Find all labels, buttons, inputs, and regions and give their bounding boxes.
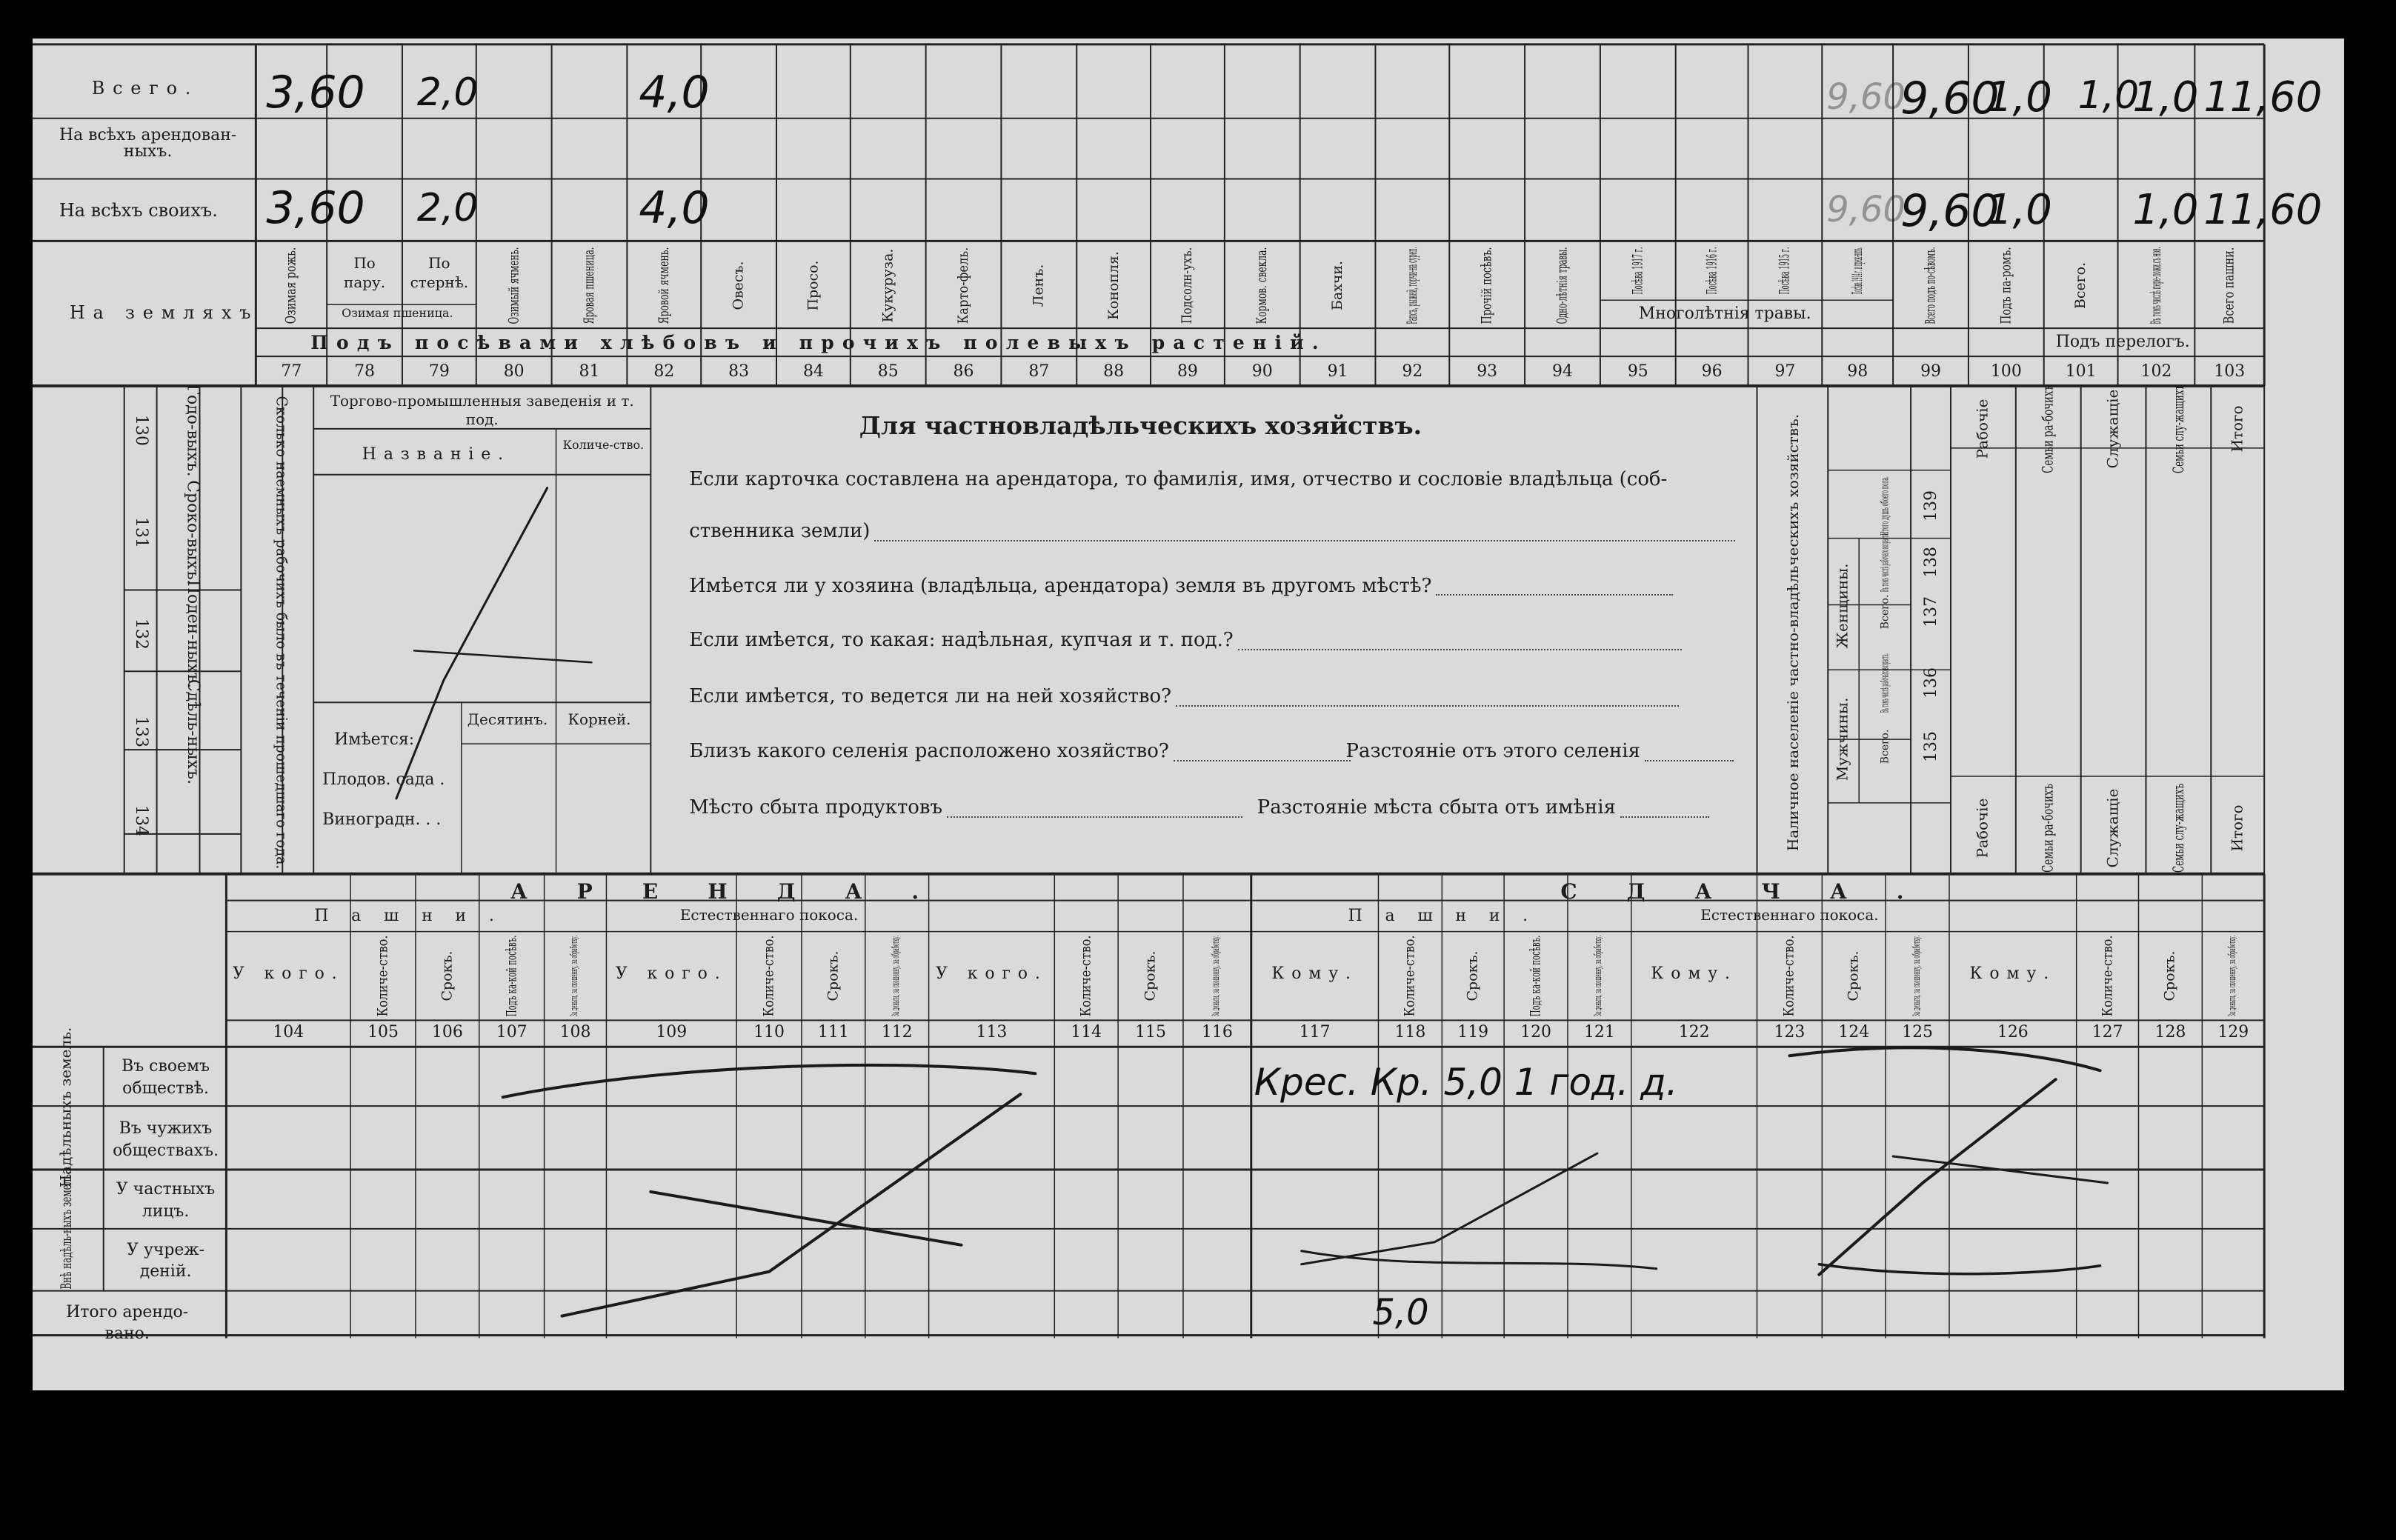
column-header-115: Срокъ. bbox=[1142, 950, 1159, 1001]
arenda-title: АРЕНДА. bbox=[510, 879, 969, 904]
column-header-81: Яровая пшеница. bbox=[581, 247, 598, 324]
strike-mark-sdacha bbox=[1819, 1079, 2055, 1274]
column-number-89: 89 bbox=[1177, 362, 1198, 381]
handwritten-vsego-c100: 1,0 bbox=[1986, 73, 2052, 121]
column-number-125: 125 bbox=[1902, 1023, 1933, 1042]
column-number-87: 87 bbox=[1028, 362, 1050, 381]
column-number-95: 95 bbox=[1627, 362, 1648, 381]
staff-column-header-4: Итого bbox=[2228, 405, 2246, 453]
trade-qty-header: Количе-ство. bbox=[562, 437, 645, 452]
column-header-125: За деньги, за скошенну, за обработку. bbox=[1911, 935, 1923, 1017]
population-column-header-139: Итого душъ обоего пола. bbox=[1878, 476, 1891, 536]
column-number-124: 124 bbox=[1838, 1023, 1870, 1042]
subgroup-mnogoletnie: Многолѣтнiя травы. bbox=[1638, 304, 1811, 324]
staff-column-footer-3: Семьи слу-жащихъ bbox=[2169, 783, 2187, 873]
handwritten-vsego-c82: 4,0 bbox=[639, 66, 710, 119]
hire-vertical-label: Сколько наемныхъ рабочихъ было въ теченiи прошедшаго года. bbox=[273, 396, 291, 870]
hire-column-number-132: 132 bbox=[131, 619, 150, 650]
column-header-114: Количе-ство. bbox=[1077, 935, 1094, 1017]
column-number-110: 110 bbox=[753, 1023, 785, 1042]
handwritten-svoi-c99: 9,60 bbox=[1900, 184, 2000, 237]
handwritten-vsego-c101: 1,0 bbox=[2077, 73, 2140, 118]
hire-column-header-132: Поден-ныхъ. bbox=[183, 580, 202, 689]
column-header-127: Количе-ство. bbox=[2099, 935, 2116, 1017]
column-header-111: Срокъ. bbox=[825, 950, 842, 1001]
column-number-129: 129 bbox=[2217, 1023, 2249, 1042]
staff-column-footer-2: Служащiе bbox=[2103, 788, 2122, 868]
column-number-116: 116 bbox=[1201, 1023, 1233, 1042]
question-nearest-village: Близъ какого селенiя расположено хозяйство? bbox=[689, 742, 1351, 761]
column-header-82: Яровой ячмень. bbox=[655, 247, 672, 324]
imeetsya-label: Имѣется: bbox=[334, 730, 415, 750]
handwritten-vsego-c102: 1,0 bbox=[2132, 73, 2199, 121]
column-number-82: 82 bbox=[653, 362, 675, 381]
row-own-society: Въ своемъ обществѣ. bbox=[122, 1057, 210, 1098]
column-number-91: 91 bbox=[1327, 362, 1348, 381]
strike-mark-arenda bbox=[503, 1065, 1036, 1097]
column-header-101: Всего. bbox=[2072, 261, 2089, 309]
column-number-114: 114 bbox=[1071, 1023, 1102, 1042]
column-number-79: 79 bbox=[428, 362, 450, 381]
column-number-120: 120 bbox=[1520, 1023, 1551, 1042]
column-number-85: 85 bbox=[877, 362, 899, 381]
handwritten-crossed-out: 9,60 bbox=[1826, 76, 1906, 118]
column-number-115: 115 bbox=[1135, 1023, 1166, 1042]
row-institution: У учреж-денiй. bbox=[127, 1240, 204, 1281]
column-header-117: Кому. bbox=[1271, 964, 1358, 983]
row-alien-society: Въ чужихъ обществахъ. bbox=[113, 1119, 219, 1160]
hire-column-number-131: 131 bbox=[131, 516, 150, 548]
trade-name-header: Названiе. bbox=[362, 444, 510, 464]
column-header-110: Количе-ство. bbox=[760, 935, 777, 1017]
column-number-106: 106 bbox=[431, 1023, 463, 1042]
column-header-103: Всего пашни. bbox=[2220, 247, 2237, 324]
column-header-121: За деньги, за скошенну, за обработку. bbox=[1593, 935, 1605, 1017]
arenda-estestv: Естественнаго покоса. bbox=[679, 905, 859, 924]
column-header-93: Прочiй посѣвъ. bbox=[1478, 247, 1495, 324]
row-total: Итого арендо-вано. bbox=[66, 1302, 189, 1344]
women-label: Женщины. bbox=[1833, 563, 1851, 649]
population-column-header-138: Въ томъ числѣ рабочаго возраста. bbox=[1879, 532, 1891, 592]
question-market-distance: Разстоянiе мѣста сбыта отъ имѣнiя bbox=[1257, 799, 1709, 818]
question-village-distance: Разстоянiе отъ этого селенiя bbox=[1346, 742, 1734, 761]
sdacha-estestv: Естественнаго покоса. bbox=[1700, 905, 1879, 924]
strike-mark-trade bbox=[396, 488, 548, 799]
column-number-126: 126 bbox=[1997, 1023, 2029, 1042]
korney-header: Корней. bbox=[568, 710, 631, 729]
column-header-84: Просо. bbox=[805, 260, 822, 311]
column-header-128: Срокъ. bbox=[2161, 950, 2178, 1001]
column-header-120: Подъ ка-кой посѣвъ. bbox=[1527, 935, 1544, 1017]
hire-column-header-131: Сроко-выхъ. bbox=[183, 479, 202, 585]
form-grid-lines bbox=[33, 39, 2344, 1390]
column-number-88: 88 bbox=[1103, 362, 1125, 381]
column-number-100: 100 bbox=[1990, 362, 2022, 381]
column-header-83: Овесъ. bbox=[730, 261, 747, 310]
column-number-127: 127 bbox=[2091, 1023, 2123, 1042]
column-header-124: Срокъ. bbox=[1845, 950, 1862, 1001]
column-header-123: Количе-ство. bbox=[1780, 935, 1797, 1017]
population-column-number-138: 138 bbox=[1921, 546, 1940, 578]
column-header-85: Кукуруза. bbox=[879, 248, 896, 323]
hire-column-header-130: Годо-выхъ. bbox=[183, 384, 202, 477]
row-label-svoi: На всѣхъ своихъ. bbox=[59, 200, 218, 221]
question-other-land: Имѣется ли у хозяина (владѣльца, арендатора) земля въ другомъ мѣстѣ? bbox=[689, 577, 1673, 596]
column-number-109: 109 bbox=[656, 1023, 688, 1042]
column-header-95: Посѣва 1917 г. bbox=[1629, 247, 1646, 295]
column-header-116: За деньги, за скошенну, за обработку. bbox=[1211, 935, 1222, 1017]
population-column-header-137: Всего. bbox=[1878, 595, 1891, 630]
population-column-number-136: 136 bbox=[1921, 667, 1940, 699]
hire-column-number-130: 130 bbox=[131, 414, 150, 446]
column-number-105: 105 bbox=[367, 1023, 399, 1042]
question-farming: Если имѣется, то ведется ли на ней хозяйство? bbox=[689, 687, 1679, 707]
column-header-80: Озимый ячмень. bbox=[505, 247, 522, 324]
strike-mark-sdacha bbox=[1819, 1264, 2100, 1274]
handwritten-svoi-c102: 1,0 bbox=[2132, 185, 2199, 234]
hire-column-number-134: 134 bbox=[131, 804, 150, 836]
column-number-103: 103 bbox=[2214, 362, 2246, 381]
strike-mark-sdacha bbox=[1302, 1251, 1657, 1269]
column-header-78: По пару. bbox=[344, 254, 386, 292]
handwritten-svoi-c100: 1,0 bbox=[1986, 185, 2052, 234]
column-number-86: 86 bbox=[953, 362, 974, 381]
staff-column-header-0: Рабочiе bbox=[1973, 399, 1991, 459]
strike-mark-arenda bbox=[562, 1094, 1021, 1316]
column-header-122: Кому. bbox=[1651, 964, 1737, 983]
column-header-106: Срокъ. bbox=[439, 950, 456, 1001]
row-private: У частныхъ лицъ. bbox=[116, 1179, 216, 1221]
column-header-90: Кормов. свекла. bbox=[1254, 247, 1271, 324]
question-owner-name: Если карточка составлена на арендатора, то фамилiя, имя, отчество и сословiе владѣльца (соб- bbox=[689, 467, 1668, 490]
arenda-pashni: Пашни. bbox=[314, 906, 517, 925]
column-number-93: 93 bbox=[1477, 362, 1498, 381]
column-number-97: 97 bbox=[1774, 362, 1796, 381]
sdacha-pashni: Пашни. bbox=[1348, 906, 1551, 925]
column-header-89: Подсолн-ухъ. bbox=[1179, 247, 1196, 324]
staff-column-footer-4: Итого bbox=[2228, 804, 2246, 852]
handwritten-vsego-c77: 3,60 bbox=[266, 66, 365, 119]
staff-column-header-2: Служащiе bbox=[2103, 389, 2122, 469]
handwritten-vsego-c99: 9,60 bbox=[1900, 72, 2000, 124]
column-header-105: Количе-ство. bbox=[374, 935, 391, 1017]
handwritten-svoi-c82: 4,0 bbox=[639, 181, 710, 234]
column-number-112: 112 bbox=[881, 1023, 913, 1042]
column-header-104: У кого. bbox=[232, 964, 345, 983]
column-header-97: Посѣва 1915 г. bbox=[1777, 247, 1794, 295]
column-number-118: 118 bbox=[1394, 1023, 1426, 1042]
column-number-128: 128 bbox=[2154, 1023, 2186, 1042]
column-header-98: Посѣва 1914 г. и преж-нихъ. bbox=[1848, 247, 1866, 295]
column-header-118: Количе-ство. bbox=[1401, 935, 1418, 1017]
column-header-129: За деньги, за скошенну, за обработку. bbox=[2226, 935, 2238, 1017]
column-number-77: 77 bbox=[281, 362, 302, 381]
column-header-113: У кого. bbox=[936, 964, 1048, 983]
column-header-102: Въ томъ числѣ пере-ложи.съ нов. bbox=[2147, 247, 2164, 324]
census-form-sheet bbox=[33, 39, 2344, 1390]
subgroup-perelog: Подъ перелогъ. bbox=[2055, 333, 2190, 352]
column-number-102: 102 bbox=[2140, 362, 2172, 381]
column-header-126: Кому. bbox=[1969, 964, 2057, 983]
row-label-vsego: Всего. bbox=[91, 77, 199, 99]
handwritten-crossed-out: 9,60 bbox=[1826, 189, 1906, 230]
column-number-121: 121 bbox=[1583, 1023, 1615, 1042]
column-number-111: 111 bbox=[817, 1023, 849, 1042]
column-header-87: Ленъ. bbox=[1030, 264, 1047, 307]
staff-column-footer-0: Рабочiе bbox=[1973, 798, 1991, 859]
handwritten-vsego-c79: 2,0 bbox=[416, 70, 479, 115]
column-number-119: 119 bbox=[1457, 1023, 1489, 1042]
row-label-na-zemlyakh: На земляхъ bbox=[69, 302, 259, 324]
column-header-91: Бахчи. bbox=[1329, 260, 1346, 310]
strike-mark-arenda bbox=[650, 1192, 961, 1245]
population-vertical-label: Наличное населенiе частно-владѣльческихъ хозяйствъ. bbox=[1784, 414, 1803, 852]
strike-mark-trade bbox=[414, 650, 592, 662]
population-column-number-137: 137 bbox=[1921, 596, 1940, 628]
column-header-77: Озимая рожь. bbox=[282, 247, 299, 324]
nadelnykh-vertical: Надѣльныхъ земель. bbox=[56, 1027, 75, 1188]
vinograd-label: Виноградн. . . bbox=[322, 810, 442, 829]
trade-title: Торгово-промышленныя заведенiя и т. под. bbox=[330, 391, 634, 428]
row-label-arend: На всѣхъ арендован-ныхъ. bbox=[59, 125, 237, 161]
column-number-99: 99 bbox=[1920, 362, 1941, 381]
strike-mark-sdacha bbox=[1789, 1047, 2100, 1070]
column-number-94: 94 bbox=[1552, 362, 1573, 381]
column-header-79: По стернѣ. bbox=[410, 254, 469, 292]
handwritten-vsego-c103: 11,60 bbox=[2203, 73, 2323, 121]
vne-nadel-vertical: Внѣ надѣль-ныхъ земель. bbox=[56, 1171, 75, 1290]
hire-column-header-133: Сдѣль-ныхъ. bbox=[183, 679, 202, 785]
question-market: Мѣсто сбыта продуктовъ bbox=[689, 799, 1242, 818]
desyatin-header: Десятинъ. bbox=[467, 710, 548, 729]
column-number-107: 107 bbox=[496, 1023, 528, 1042]
column-header-109: У кого. bbox=[615, 964, 728, 983]
handwritten-total: 5,0 bbox=[1372, 1292, 1429, 1333]
subgroup-ozimaya: Озимая пшеница. bbox=[342, 306, 453, 321]
column-header-96: Посѣва 1916 г. bbox=[1703, 247, 1720, 295]
column-number-92: 92 bbox=[1402, 362, 1423, 381]
column-header-119: Срокъ. bbox=[1464, 950, 1481, 1001]
men-label: Мужчины. bbox=[1833, 697, 1851, 781]
column-number-80: 80 bbox=[503, 362, 525, 381]
population-column-header-135: Всего. bbox=[1878, 729, 1891, 764]
column-number-78: 78 bbox=[354, 362, 376, 381]
question-land-type: Если имѣется, то какая: надѣльная, купчая и т. под.? bbox=[689, 631, 1681, 650]
column-number-84: 84 bbox=[802, 362, 824, 381]
population-column-header-136: Въ томъ числѣ рабочаго возраста. bbox=[1879, 653, 1891, 713]
column-header-99: Всего подъ по-сѣвомъ. bbox=[1922, 247, 1939, 324]
column-number-98: 98 bbox=[1847, 362, 1868, 381]
staff-column-footer-1: Семьи ра-бочихъ bbox=[2038, 783, 2057, 873]
column-header-108: За деньги, за скошенну, за обработку. bbox=[569, 935, 581, 1017]
column-number-90: 90 bbox=[1251, 362, 1273, 381]
handwritten-svoi-c79: 2,0 bbox=[416, 185, 479, 230]
column-number-81: 81 bbox=[579, 362, 600, 381]
question-owner-name-cont: ственника земли) bbox=[689, 522, 1735, 541]
handwritten-sdacha-entry: Крес. Кр. 5,0 1 год. д. bbox=[1254, 1061, 1678, 1104]
population-column-number-139: 139 bbox=[1921, 490, 1940, 521]
column-number-122: 122 bbox=[1678, 1023, 1710, 1042]
column-number-104: 104 bbox=[273, 1023, 305, 1042]
sdacha-title: СДАЧА. bbox=[1560, 879, 1954, 904]
population-column-number-135: 135 bbox=[1921, 731, 1940, 762]
column-number-108: 108 bbox=[559, 1023, 591, 1042]
column-number-101: 101 bbox=[2065, 362, 2097, 381]
private-title: Для частновладѣльческихъ хозяйствъ. bbox=[859, 410, 1422, 440]
handwritten-svoi-c103: 11,60 bbox=[2203, 185, 2323, 234]
column-header-94: Одно-лѣтнiя травы. bbox=[1554, 247, 1571, 324]
column-header-100: Подъ па-ромъ. bbox=[1997, 247, 2014, 324]
column-number-96: 96 bbox=[1701, 362, 1723, 381]
column-number-123: 123 bbox=[1774, 1023, 1806, 1042]
section-band-title: Подъ посѣвами хлѣбовъ и прочихъ полевыхъ растенiй. bbox=[310, 332, 1327, 354]
column-number-83: 83 bbox=[728, 362, 750, 381]
column-header-92: Рапсъ, рыжей, горчи-на суреп. bbox=[1403, 247, 1420, 324]
column-number-113: 113 bbox=[976, 1023, 1008, 1042]
handwritten-svoi-c77: 3,60 bbox=[266, 181, 365, 234]
staff-column-header-3: Семьи слу-жащихъ bbox=[2169, 384, 2187, 473]
column-header-86: Карто-фель. bbox=[954, 247, 971, 324]
column-header-107: Подъ ка-кой посѣвъ. bbox=[503, 935, 520, 1017]
staff-column-header-1: Семьи ра-бочихъ bbox=[2038, 384, 2057, 473]
column-number-117: 117 bbox=[1299, 1023, 1331, 1042]
plodov-label: Плодов. сада . bbox=[322, 770, 445, 790]
hire-column-number-133: 133 bbox=[131, 716, 150, 748]
column-header-88: Конопля. bbox=[1105, 250, 1122, 320]
column-header-112: За деньги, за скошенну, за обработку. bbox=[891, 935, 902, 1017]
